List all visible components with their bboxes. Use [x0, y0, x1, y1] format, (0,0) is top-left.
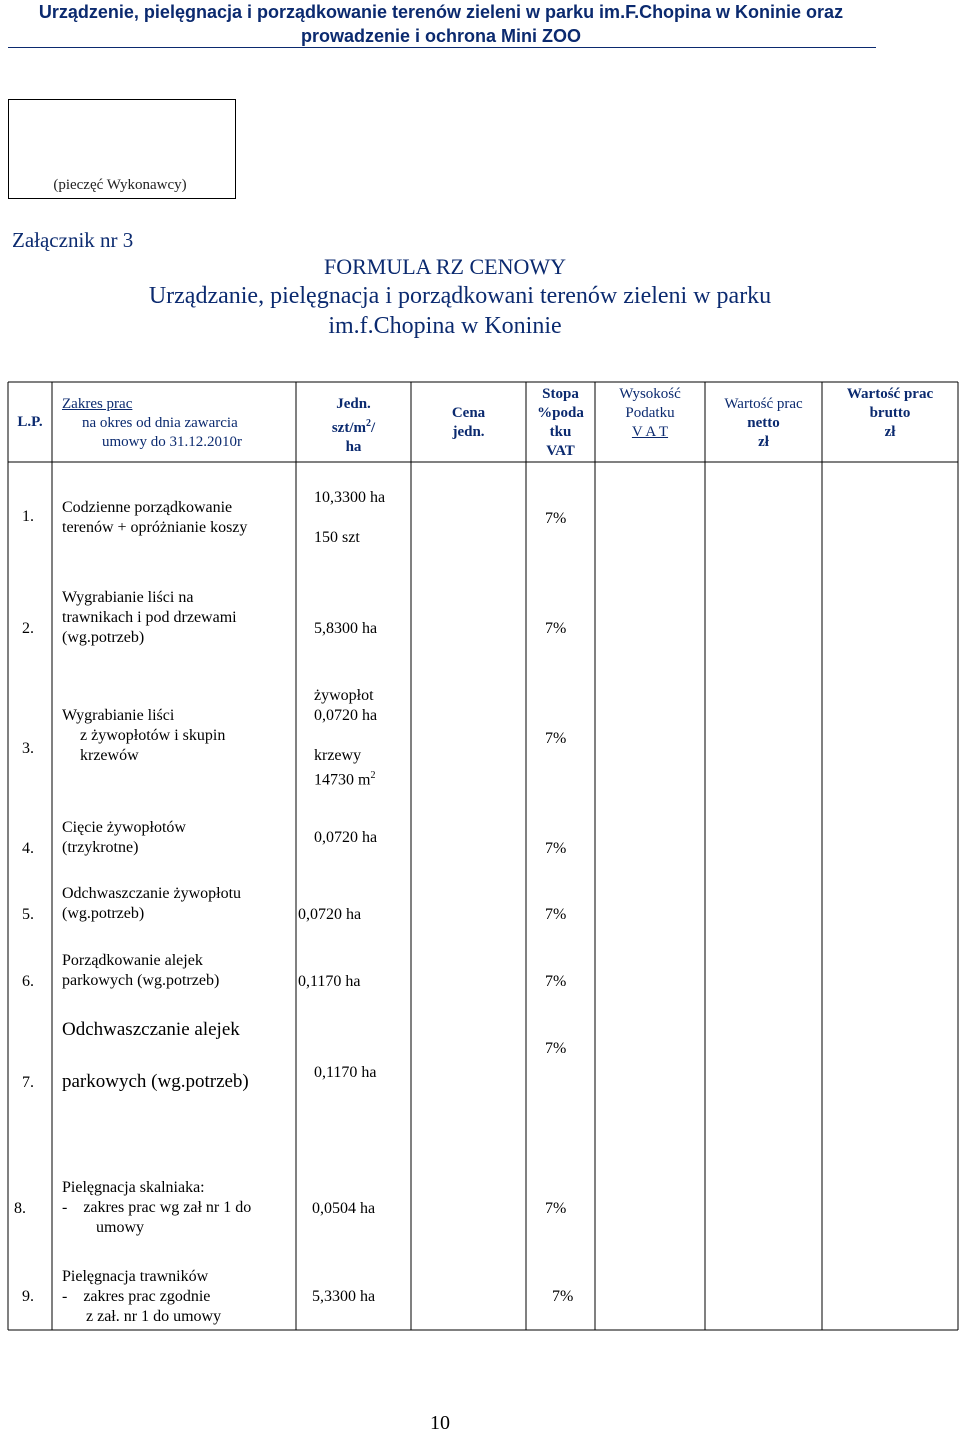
- row9-lp: 9.: [22, 1288, 34, 1305]
- col-header-scope-line2: na okres od dnia zawarcia: [82, 415, 238, 431]
- col-header-lp: L.P.: [17, 414, 43, 430]
- row6-unit: 0,1170 ha: [298, 973, 361, 990]
- col-header-gross: [822, 385, 958, 442]
- row1-scope-line1: Codzienne porządkowanie: [62, 499, 233, 516]
- col-header-net-line3: zł: [758, 434, 769, 450]
- row6-scope-line2: parkowych (wg.potrzeb): [62, 972, 220, 989]
- row8-scope-line3: umowy: [96, 1219, 144, 1236]
- col-header-vat-rate: [526, 385, 595, 461]
- form-subtitle-line2: im.f.Chopina w Koninie: [328, 313, 562, 339]
- col-header-vat-rate-line3: tku: [549, 424, 572, 440]
- row9-scope-line1: Pielęgnacja trawników: [62, 1268, 209, 1285]
- col-header-gross-line3: zł: [884, 424, 896, 440]
- row7-unit: 0,1170 ha: [314, 1064, 377, 1081]
- row4-unit: 0,0720 ha: [314, 829, 378, 846]
- row6-lp: 6.: [22, 973, 34, 990]
- col-header-gross-line2: brutto: [869, 405, 911, 421]
- row2-vat: 7%: [545, 620, 567, 637]
- row1-scope-line2: terenów + opróżnianie koszy: [62, 519, 248, 536]
- col-header-unit-price-line2: jedn.: [452, 424, 485, 440]
- row7-vat: 7%: [545, 1040, 567, 1057]
- col-header-vat-amount: [595, 385, 705, 442]
- row2-scope-line3: (wg.potrzeb): [62, 629, 145, 646]
- unit-superscript: 2: [365, 418, 371, 429]
- row2-unit: 5,8300 ha: [314, 620, 378, 637]
- col-header-scope-line1: Zakres prac: [62, 396, 133, 412]
- page-number: 10: [430, 1412, 450, 1434]
- row6-scope: [62, 951, 302, 991]
- row7-scope-line2: parkowych (wg.potrzeb): [62, 1071, 249, 1092]
- row3-unit-line3: krzewy: [314, 747, 362, 764]
- col-header-net: [705, 395, 822, 452]
- col-header-net-line1: Wartość prac: [724, 396, 803, 412]
- row2-scope: [62, 588, 296, 648]
- col-header-unit-price: [411, 404, 526, 442]
- row9-unit: 5,3300 ha: [312, 1288, 376, 1305]
- row4-lp: 4.: [22, 840, 34, 857]
- row8-scope: [62, 1178, 302, 1238]
- row1-lp: 1.: [22, 508, 34, 525]
- row4-vat: 7%: [545, 840, 567, 857]
- row3-scope-line2: z żywopłotów i skupin: [80, 727, 226, 744]
- row7-scope-line1: Odchwaszczanie alejek: [62, 1019, 240, 1040]
- col-header-vat-rate-line1: Stopa: [542, 386, 579, 402]
- row3-unit-superscript: 2: [370, 770, 376, 781]
- form-subtitle-line1: Urządzanie, pielęgnacja i porządkowani terenów zieleni w parku: [148, 283, 772, 309]
- row3-vat: 7%: [545, 730, 567, 747]
- row8-unit: 0,0504 ha: [312, 1200, 376, 1217]
- col-header-vat-amount-line1: Wysokość: [619, 386, 681, 402]
- col-header-vat-amount-line3: V A T: [631, 424, 669, 440]
- row2-lp: 2.: [22, 620, 34, 637]
- row9-scope-line3: z zał. nr 1 do umowy: [86, 1308, 222, 1325]
- row3-scope-line3: krzewów: [80, 747, 139, 764]
- row4-scope-line1: Cięcie żywopłotów: [62, 819, 186, 836]
- col-header-vat-amount-line2: Podatku: [625, 405, 675, 421]
- form-title: FORMULA RZ CENOWY: [323, 254, 566, 279]
- col-header-net-line2: netto: [747, 415, 780, 431]
- row4-scope: [62, 818, 296, 858]
- col-header-scope-line3: umowy do 31.12.2010r: [102, 434, 242, 450]
- col-header-unit-price-line1: Cena: [451, 405, 486, 421]
- row7-scope: [62, 1018, 296, 1094]
- unit-slash: /: [370, 420, 376, 436]
- row5-vat: 7%: [545, 906, 567, 923]
- row5-unit: 0,0720 ha: [298, 906, 362, 923]
- col-header-unit-line1: Jedn.: [336, 396, 371, 412]
- row2-scope-line2: trawnikach i pod drzewami: [62, 609, 237, 626]
- row4-scope-line2: (trzykrotne): [62, 839, 139, 856]
- running-header: [6, 0, 876, 48]
- row7-lp: 7.: [22, 1074, 34, 1091]
- row9-scope: [62, 1267, 302, 1327]
- row6-scope-line1: Porządkowanie alejek: [62, 952, 203, 969]
- row8-scope-line1: Pielęgnacja skalniaka:: [62, 1179, 205, 1196]
- row3-scope: [62, 706, 296, 766]
- row6-vat: 7%: [545, 973, 567, 990]
- row3-unit-line4: [314, 766, 411, 790]
- col-header-vat-rate-line2: %poda: [537, 405, 584, 421]
- row5-scope-line1: Odchwaszczanie żywopłotu: [62, 885, 242, 902]
- row1-unit: [314, 488, 411, 548]
- row9-scope-line2: - zakres prac zgodnie: [62, 1288, 211, 1305]
- row5-scope-line2: (wg.potrzeb): [62, 905, 145, 922]
- row5-scope: [62, 884, 296, 924]
- row3-scope-line1: Wygrabianie liści: [62, 707, 175, 724]
- unit-text: szt/m: [331, 420, 366, 436]
- col-header-scope: [52, 395, 296, 452]
- row8-lp: 8.: [14, 1200, 26, 1217]
- row3-unit-line2: 0,0720 ha: [314, 707, 378, 724]
- col-header-unit: [296, 395, 411, 457]
- row1-unit-line2: 150 szt: [314, 529, 360, 546]
- row3-unit-line1: żywopłot: [314, 687, 374, 704]
- running-header-line2: prowadzenie i ochrona Mini ZOO: [300, 26, 582, 46]
- row3-unit-value: 14730 m: [314, 771, 371, 789]
- row1-scope: [62, 498, 296, 538]
- col-header-unit-line3: ha: [345, 439, 362, 455]
- running-header-line1: Urządzenie, pielęgnacja i porządkowanie terenów zieleni w parku im.F.Chopina w Koninie oraz: [38, 2, 844, 22]
- col-header-vat-rate-line4: VAT: [546, 443, 575, 459]
- row8-vat: 7%: [545, 1200, 567, 1217]
- col-header-unit-line2: [296, 414, 411, 438]
- stamp-label: (pieczęć Wykonawcy): [53, 177, 187, 193]
- col-header-gross-line1: Wartość prac: [846, 386, 934, 402]
- row3-unit: [314, 686, 411, 790]
- row8-scope-line2: - zakres prac wg zał nr 1 do: [62, 1199, 252, 1216]
- row9-vat: 7%: [552, 1288, 574, 1305]
- row1-unit-line1: 10,3300 ha: [314, 489, 386, 506]
- row2-scope-line1: Wygrabianie liści na: [62, 589, 194, 606]
- row1-vat: 7%: [545, 510, 567, 527]
- attachment-label: Załącznik nr 3: [12, 228, 134, 252]
- header-rule: [8, 47, 876, 48]
- row5-lp: 5.: [22, 906, 34, 923]
- row3-lp: 3.: [22, 740, 34, 757]
